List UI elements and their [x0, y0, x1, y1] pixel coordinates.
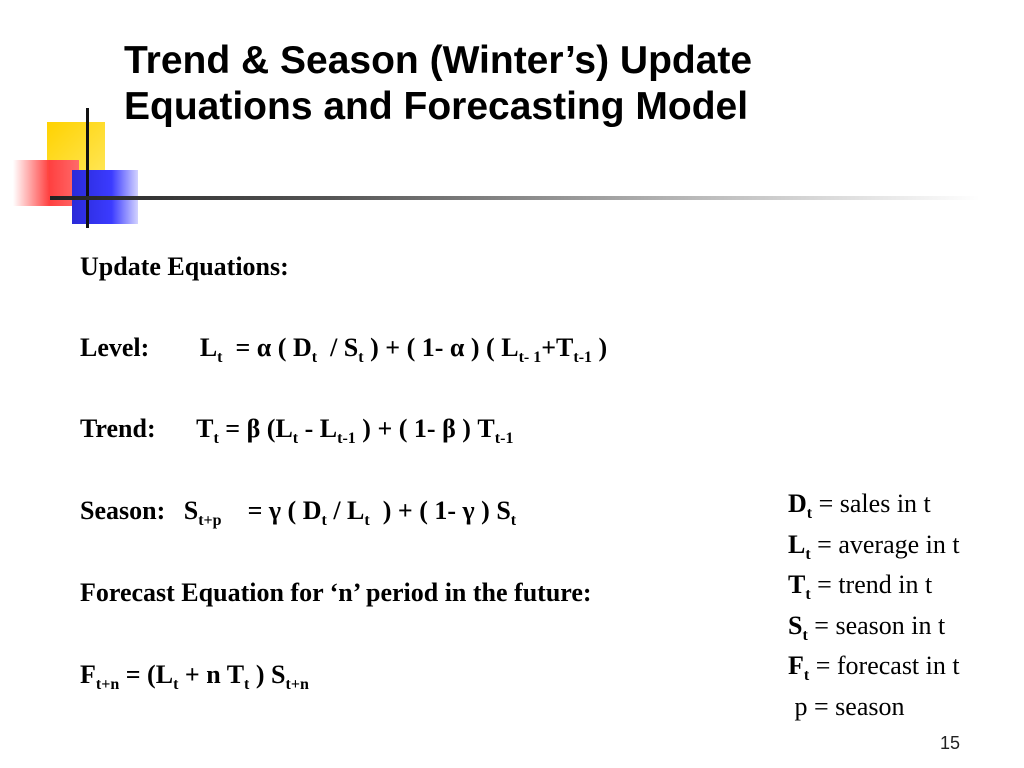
trend-equation: Trend: $T_t = \beta$ ($L_t - L_{t-1}$ ) + ( 1- β ) $T_{t-1}$ [80, 414, 514, 447]
legend-item: $S_t$ = season in t [788, 610, 946, 644]
slide-title-line1: Trend & Season (Winter’s) Update [124, 39, 753, 82]
page-number: 15 [939, 733, 960, 753]
season-label: Season: [80, 496, 166, 525]
trend-label: Trend: [80, 414, 156, 443]
slide-title [124, 38, 984, 130]
level-equation: Level: $L_t = \alpha$ ( $D_t / S_t$ ) + ( 1- α ) ( $L_{t- 1}+T_{t-1}$ ) [80, 333, 608, 366]
legend-item: $D_t$ = sales in t [788, 489, 931, 522]
legend-item: $L_t$ = average in t [788, 529, 960, 563]
title-underline [50, 196, 980, 200]
legend-item: $T_t$ = trend in t [788, 570, 933, 603]
decor-vertical-line [86, 108, 89, 228]
legend-item: p = season [794, 691, 905, 721]
slide-title-line2: Equations and Forecasting Model [124, 85, 749, 128]
forecast-heading: Forecast Equation for ‘n’ period in the future: [80, 578, 592, 607]
variable-legend [788, 484, 960, 727]
legend-item: $F_t$ = forecast in t [788, 651, 960, 684]
update-equations-heading: Update Equations: [80, 252, 289, 281]
level-label: Level: [80, 333, 150, 362]
season-equation: Season: $S_{t+p}$ = γ ( $D_t / L_t$ ) + ( 1- γ ) $S_t$ [80, 496, 517, 529]
forecast-equation: $F_{t+n} = (L_t + n$ $T_t$ ) $S_{t+n}$ [80, 660, 309, 693]
